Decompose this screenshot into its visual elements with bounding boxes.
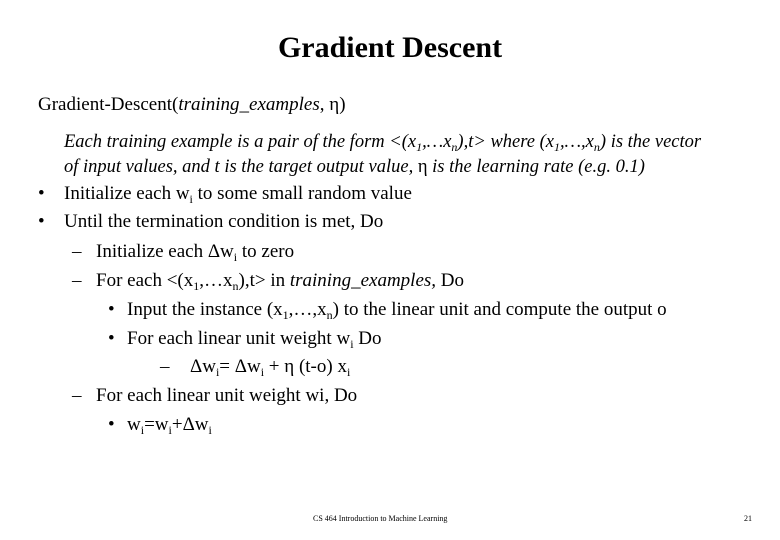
bullet-icon: •	[108, 299, 115, 320]
step-initialize-weights: Initialize each $w_i$ to some small random value	[64, 183, 412, 206]
dash-icon: –	[160, 356, 170, 377]
step-until-termination: Until the termination condition is met, Do	[64, 211, 384, 232]
dash-icon: –	[72, 270, 82, 291]
step-update-weights: For each linear unit weight wi, Do	[96, 385, 358, 406]
step-for-each-weight: For each linear unit weight $w_i$ Do	[127, 328, 382, 351]
page-number: 21	[744, 514, 752, 523]
slide-title: Gradient Descent	[277, 31, 503, 64]
bullet-icon: •	[38, 211, 45, 232]
dash-icon: –	[72, 241, 82, 262]
bullet-icon: •	[38, 183, 45, 204]
weight-update-formula: $w_i=w_i+\Delta w_i$	[127, 414, 212, 437]
step-compute-output: Input the instance $(x_1,\dots,x_n)$ to the linear unit and compute the output o	[127, 299, 667, 322]
description-line-1: Each training example is a pair of the form $<(x_1,\dots x_n),t>$ where $(x_1,\dots,x_n)$ is the vector	[64, 132, 702, 154]
footer-course: CS 464 Introduction to Machine Learning	[313, 514, 448, 523]
step-initialize-delta: Initialize each $\Delta w_i$ to zero	[96, 241, 295, 264]
dash-icon: –	[72, 385, 82, 406]
algorithm-heading: Gradient-Descent(training_examples, η)	[38, 94, 346, 115]
description-line-2: of input values, and t is the target output value, η is the learning rate (e.g. 0.1)	[64, 157, 645, 177]
bullet-icon: •	[108, 328, 115, 349]
update-rule: $\Delta w_i= \Delta w_i + \eta$ (t-o) $x_i$	[190, 356, 351, 379]
step-for-each-example: For each $<(x_1,\dots x_n),t>$ in training_examples, Do	[96, 270, 465, 293]
bullet-icon: •	[108, 414, 115, 435]
